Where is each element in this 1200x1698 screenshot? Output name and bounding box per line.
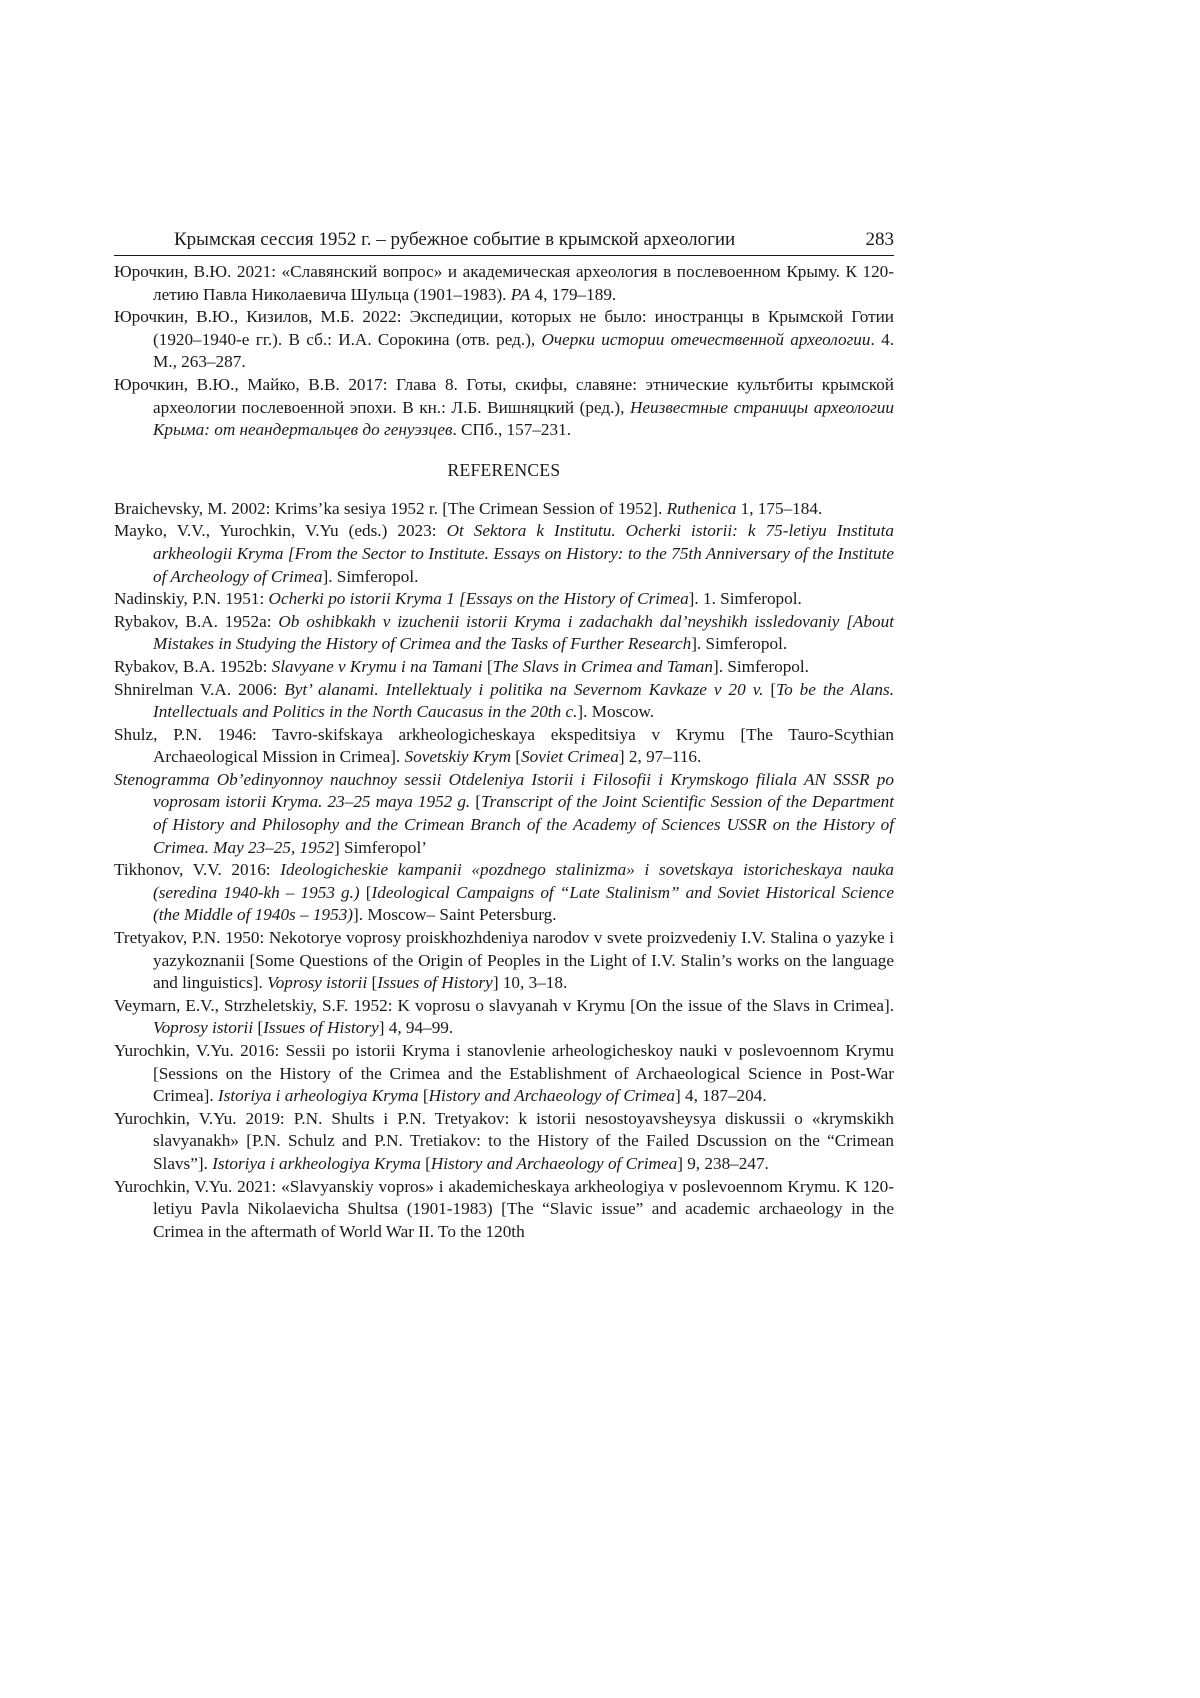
reference-italic-segment: Ot Sektora k Institutu. Ocherki istorii: k 75-letiyu Instituta arkheologii Kryma [From the Sector to Institute. Essays on History: to the 75th Anniversary of the Institute of Archeology of Crimea: [153, 521, 894, 586]
reference-segment: ] 4, 94–99.: [378, 1018, 454, 1038]
page: [114, 228, 894, 1243]
russian-references-list: [114, 261, 894, 442]
reference-italic-segment: Issues of History: [263, 1018, 379, 1038]
running-head: [114, 228, 894, 256]
reference-entry: [114, 995, 894, 1040]
reference-entry: [114, 724, 894, 769]
reference-italic-segment: The Slavs in Crimea and Taman: [492, 656, 713, 676]
reference-segment: ] 9, 238–247.: [677, 1153, 769, 1173]
reference-segment: ] 2, 97–116.: [618, 747, 702, 767]
reference-segment: [: [510, 747, 522, 767]
reference-italic-segment: History and Archaeology of Crimea: [430, 1153, 678, 1173]
reference-italic-segment: Stenogramma Ob’edinyonnoy nauchnoy sessii Otdeleniya Istorii i Filosofii i Krymskogo filiala AN SSSR po voprosam istorii Kryma. 23–25 maya 1952 g.: [114, 769, 894, 812]
running-title: Крымская сессия 1952 г. – рубежное событие в крымской археологии: [174, 229, 736, 250]
reference-segment: [: [482, 656, 493, 676]
reference-entry: [114, 611, 894, 656]
reference-italic-segment: Ideologicheskie kampanii «pozdnego stalinizma» i sovetskaya istoricheskaya nauka (seredina 1940-kh – 1953 g.): [153, 860, 894, 902]
reference-italic-segment: Ocherki po istorii Kryma 1 [Essays on the History of Crimea: [268, 589, 689, 609]
reference-segment: Rybakov, B.A. 1952b:: [114, 656, 272, 676]
reference-italic-segment: Issues of History: [377, 973, 493, 993]
reference-italic-segment: Transcript of the Joint Scientific Session of the Department of History and Philosophy and the Crimean Branch of the Academy of Sciences USSR on the History of Crimea. May 23–25, 1952: [153, 792, 894, 857]
reference-segment: ]. Moscow– Saint Petersburg.: [353, 905, 557, 925]
reference-segment: Yurochkin, V.Yu. 2021: «Slavyanskiy vopros» i akademicheskaya arkheologiya v poslevoennom Krymu. K 120-letiyu Pavla Nikolaevicha Shultsa (1901-1983) [The “Slavic issue” and academic archaeology in the Crimea in the aftermath of World War II. To the 120th: [114, 1176, 894, 1241]
reference-entry: [114, 859, 894, 927]
page-number: 283: [865, 229, 894, 250]
reference-entry: [114, 306, 894, 374]
reference-segment: Rybakov, B.A. 1952a:: [114, 611, 279, 631]
reference-italic-segment: РА: [510, 284, 531, 304]
references-heading: REFERENCES: [447, 459, 561, 480]
reference-entry: [114, 1040, 894, 1108]
reference-segment: Tretyakov, P.N. 1950: Nekotorye voprosy proiskhozhdeniya narodov v svete proizvedeniy I.V. Stalina o yazyke i yazykoznanii [Some Questions of the Origin of Peoples in the Light of I.V. Stalin’s works on the language and linguistics].: [114, 928, 894, 993]
reference-segment: [: [418, 1086, 429, 1106]
reference-entry: [114, 1108, 894, 1176]
reference-italic-segment: History and Archaeology of Crimea: [428, 1086, 675, 1106]
reference-segment: ] 10, 3–18.: [492, 973, 568, 993]
reference-italic-segment: Ruthenica: [666, 498, 737, 518]
reference-segment: ] 4, 187–204.: [674, 1086, 767, 1106]
reference-segment: Tikhonov, V.V. 2016:: [114, 860, 281, 880]
reference-segment: Shnirelman V.A. 2006:: [114, 679, 285, 699]
reference-italic-segment: Sovetskiy Krym: [404, 747, 511, 767]
reference-segment: [: [367, 973, 378, 993]
reference-segment: . СПб., 157–231.: [452, 420, 572, 440]
reference-entry: [114, 927, 894, 995]
reference-entry: [114, 588, 894, 611]
reference-segment: Юрочкин, В.Ю., Майко, В.В. 2017: Глава 8. Готы, скифы, славяне: этнические культбиты крымской археологии послевоенной эпохи. В кн.: Л.Б. Вишняцкий (ред.),: [114, 374, 894, 417]
reference-segment: [: [763, 679, 777, 699]
reference-segment: [: [359, 882, 372, 902]
reference-segment: ]. Simferopol.: [691, 634, 788, 654]
reference-segment: Yurochkin, V.Yu. 2019: P.N. Shults i P.N. Tretyakov: k istorii nesostoyavsheysya diskussii o «krymskikh slavyanakh» [P.N. Schulz and P.N. Tretiakov: to the History of the Failed Dscussion on the “Crimean Slavs”].: [114, 1108, 894, 1173]
reference-segment: Veymarn, E.V., Strzheletskiy, S.F. 1952: K voprosu o slavyanah v Krymu [On the issue of the Slavs in Crimea].: [114, 995, 894, 1015]
reference-segment: Юрочкин, В.Ю. 2021: «Славянский вопрос» и академическая археология в послевоенном Крыму. К 120-летию Павла Николаевича Шульца (1901–1983).: [114, 262, 894, 304]
reference-segment: Braichevsky, M. 2002: Krims’ka sesiya 1952 r. [The Crimean Session of 1952].: [114, 498, 667, 518]
reference-italic-segment: To be the Alans. Intellectuals and Politics in the North Caucasus in the 20th c.: [153, 679, 894, 722]
reference-italic-segment: Istoriya i arheologiya Kryma: [217, 1086, 419, 1106]
reference-entry: [114, 374, 894, 442]
reference-segment: ] Simferopol’: [333, 837, 428, 857]
reference-segment: ]. Simferopol.: [322, 566, 419, 586]
reference-segment: [: [470, 792, 482, 812]
reference-segment: ]. 1. Simferopol.: [688, 589, 802, 609]
reference-italic-segment: Istoriya i arkheologiya Kryma: [212, 1153, 421, 1173]
reference-entry: [114, 679, 894, 724]
reference-segment: [: [253, 1018, 264, 1038]
reference-segment: ]. Moscow.: [577, 702, 655, 722]
reference-segment: 1, 175–184.: [736, 498, 823, 518]
reference-segment: 4, 179–189.: [530, 284, 617, 304]
reference-entry: [114, 656, 894, 679]
reference-segment: Юрочкин, В.Ю., Кизилов, М.Б. 2022: Экспедиции, которых не было: иностранцы в Крымской Готии (1920–1940-е гг.). В сб.: И.А. Сорокина (отв. ред.),: [114, 307, 894, 349]
reference-italic-segment: Очерки истории отечественной археологии: [541, 329, 871, 349]
reference-entry: [114, 261, 894, 306]
reference-segment: Nadinskiy, P.N. 1951:: [114, 589, 269, 609]
reference-italic-segment: Voprosy istorii: [153, 1018, 254, 1038]
reference-entry: [114, 520, 894, 588]
reference-segment: Mayko, V.V., Yurochkin, V.Yu (eds.) 2023:: [114, 521, 447, 541]
references-list: [114, 498, 894, 1244]
reference-italic-segment: Voprosy istorii: [267, 973, 368, 993]
reference-segment: ]. Simferopol.: [713, 656, 809, 676]
reference-segment: [: [420, 1153, 431, 1173]
reference-italic-segment: Ob oshibkakh v izuchenii istorii Kryma i zadachakh dal’neyshikh issledovaniy [About Mistakes in Studying the History of Crimea and the Tasks of Further Research: [153, 611, 894, 654]
reference-italic-segment: Ideological Campaigns of “Late Stalinism” and Soviet Historical Science (the Middle of 1940s – 1953): [153, 882, 894, 925]
reference-segment: Yurochkin, V.Yu. 2016: Sessii po istorii Kryma i stanovlenie arheologicheskoy nauki v poslevoennom Krymu [Sessions on the History of the Crimea and the Establishment of Archaeological Science in Post-War Crimea].: [114, 1041, 894, 1106]
reference-entry: [114, 498, 894, 521]
reference-italic-segment: Soviet Crimea: [521, 747, 619, 767]
reference-italic-segment: Byt’ alanami. Intellektualy i politika na Severnom Kavkaze v 20 v.: [284, 679, 764, 699]
reference-italic-segment: Slavyane v Krymu i na Tamani: [271, 656, 483, 676]
reference-italic-segment: Неизвестные страницы археологии Крыма: от неандертальцев до генуэзцев: [153, 397, 894, 440]
reference-entry: [114, 1176, 894, 1244]
reference-entry: [114, 769, 894, 859]
reference-segment: . 4. М., 263–287.: [153, 329, 894, 372]
reference-segment: Shulz, P.N. 1946: Tavro-skifskaya arkheologicheskaya ekspeditsiya v Krymu [The Tauro-Scythian Archaeological Mission in Crimea].: [114, 724, 894, 767]
